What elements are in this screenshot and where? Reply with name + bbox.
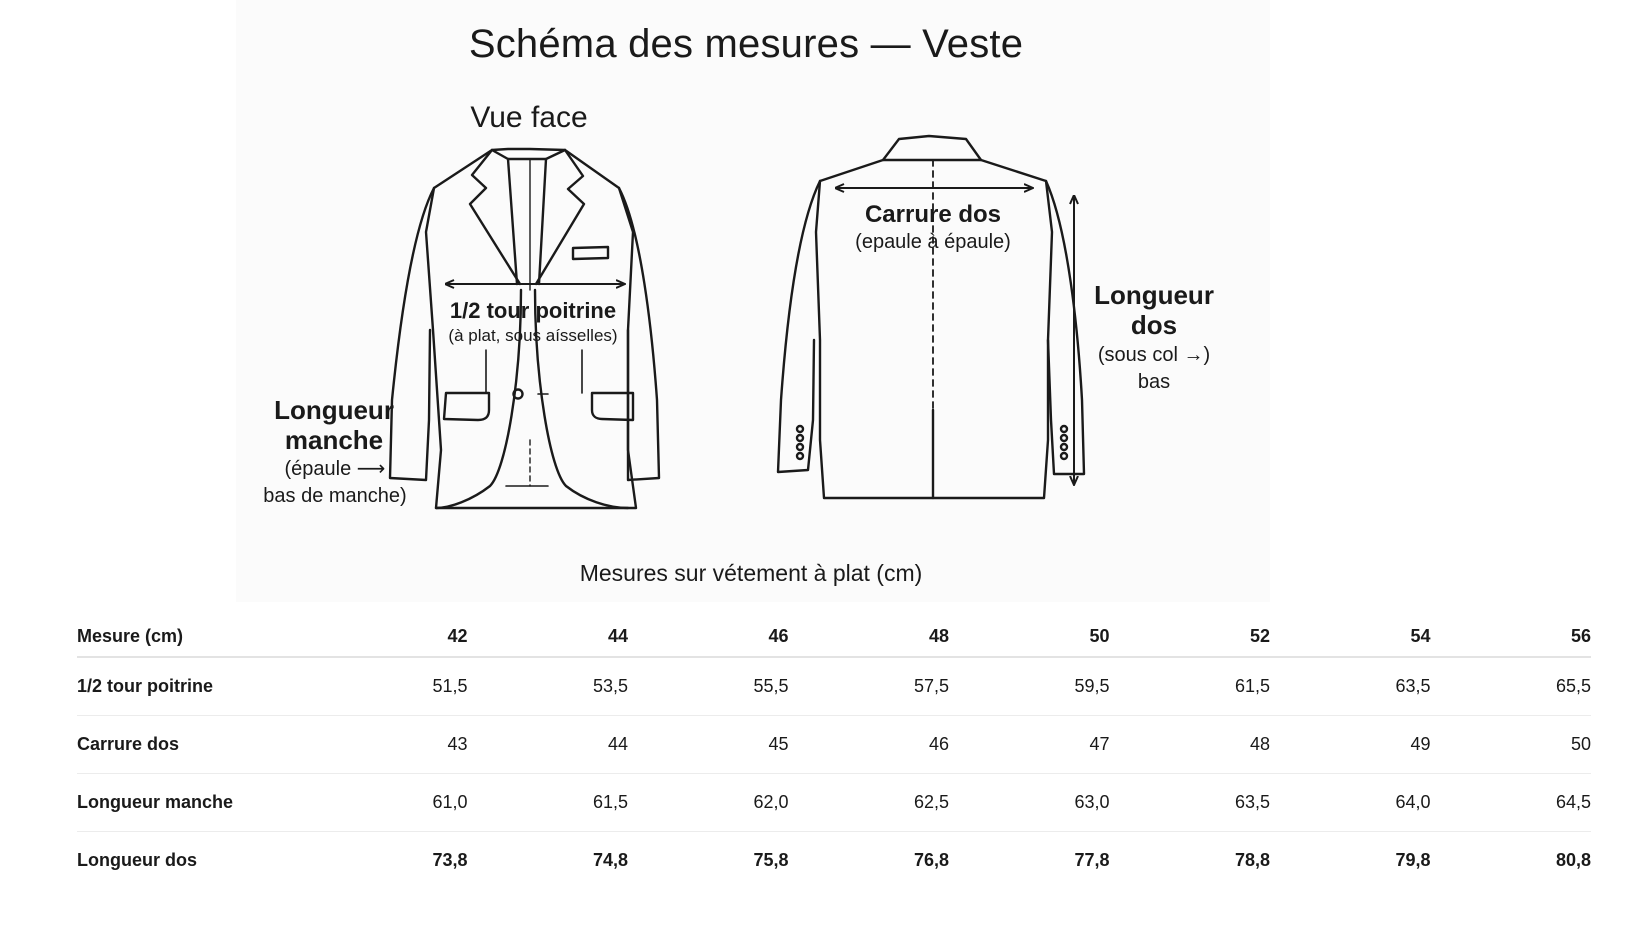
back-length-sub-1: (sous col →) [1097,344,1211,366]
table-cell: 43 [307,716,468,774]
table-cell: 61,5 [1110,657,1271,716]
table-header-cell: 54 [1270,616,1431,657]
table-cell: 64,5 [1431,774,1592,832]
table-cell: 79,8 [1395,850,1431,870]
table-row [77,716,1591,774]
table-row [77,774,1591,832]
table-header-cell: Mesure (cm) [77,616,307,657]
table-row [77,832,1591,890]
table-cell: 77,8 [1074,850,1110,870]
table-cell: 45 [628,716,789,774]
table-cell: 63,5 [1270,657,1431,716]
table-cell: 61,5 [468,774,629,832]
back-jacket-drawing [778,136,1084,498]
sleeve-length-label-2: manche [284,425,384,455]
table-header-cell: 50 [949,616,1110,657]
table-cell: 65,5 [1431,657,1592,716]
table-cell: 62,0 [628,774,789,832]
table-cell: 61,0 [307,774,468,832]
table-row [77,657,1591,716]
table-header-row [77,616,1591,657]
row-label: 1/2 tour poitrine [77,657,307,716]
sleeve-length-sub-1: (épaule ⟶ [284,458,386,480]
table-cell: 73,8 [432,850,468,870]
back-width-label: Carrure dos [864,201,1002,228]
table-header-cell: 42 [307,616,468,657]
row-label: Carrure dos [77,716,307,774]
table-cell: 75,8 [753,850,789,870]
row-label: Longueur manche [77,774,307,832]
table-cell: 74,8 [592,850,628,870]
table-cell: 76,8 [913,850,949,870]
sleeve-length-label-1: Longueur [274,395,394,425]
table-cell: 51,5 [307,657,468,716]
table-header-cell: 44 [468,616,629,657]
chest-label: 1/2 tour poitrine [449,298,617,323]
table-cell: 44 [468,716,629,774]
measurement-diagram [236,0,1270,602]
chest-sublabel: (à plat, sous aísselles) [448,326,618,345]
diagram-title: Schéma des mesures — Veste [468,22,1024,66]
table-cell: 64,0 [1270,774,1431,832]
table-cell: 48 [1110,716,1271,774]
table-header-cell: 48 [789,616,950,657]
table-header-cell: 52 [1110,616,1271,657]
back-length-label-1: Longueur [1094,280,1214,310]
table-cell: 63,0 [949,774,1110,832]
table-cell: 55,5 [628,657,789,716]
table-cell: 49 [1270,716,1431,774]
table-cell: 50 [1431,716,1592,774]
table-cell: 80,8 [1555,850,1591,870]
back-length-sub-2: bas [1137,371,1171,393]
sleeve-length-sub-2: bas de manche) [263,485,407,507]
table-cell: 46 [789,716,950,774]
table-header-cell: 56 [1431,616,1592,657]
table-cell: 62,5 [789,774,950,832]
table-cell: 59,5 [949,657,1110,716]
table-cell: 63,5 [1110,774,1271,832]
front-view-title: Vue face [470,101,588,134]
table-cell: 57,5 [789,657,950,716]
table-cell: 47 [949,716,1110,774]
row-label: Longueur dos [77,850,197,870]
size-table [77,616,1591,889]
back-width-sublabel: (epaule à épaule) [855,231,1011,253]
back-length-label-2: dos [1130,310,1178,340]
table-cell: 78,8 [1234,850,1270,870]
table-header-cell: 46 [628,616,789,657]
diagram-caption: Mesures sur vétement à plat (cm) [579,560,923,586]
table-cell: 53,5 [468,657,629,716]
